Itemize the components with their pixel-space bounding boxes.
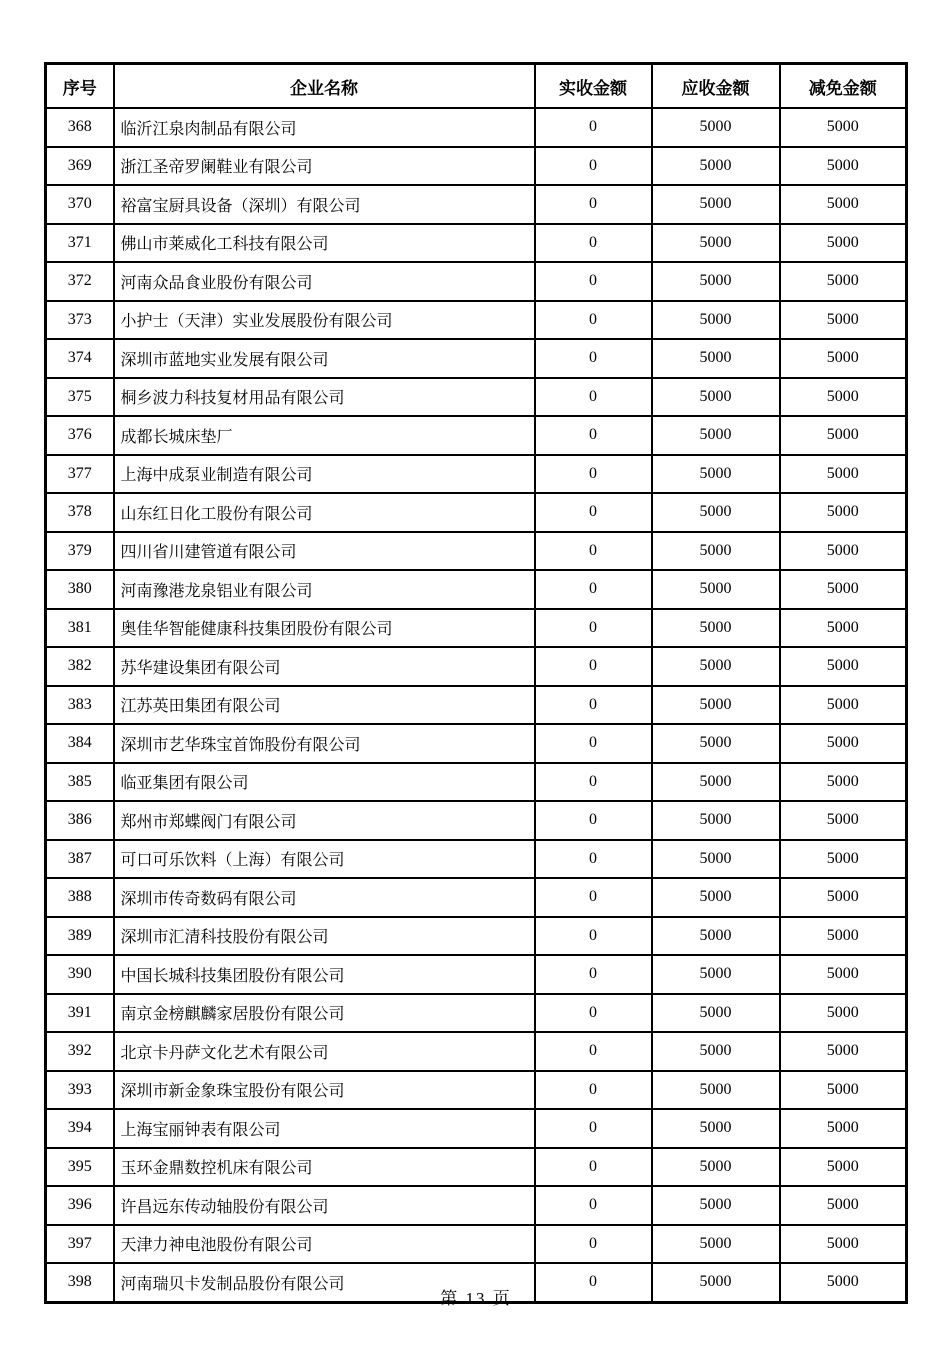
table-row [46,609,907,648]
row-index: 373 [46,301,114,340]
paid-amount: 0 [535,840,652,879]
paid-amount: 0 [535,955,652,994]
waived-amount: 5000 [780,1186,907,1225]
waived-amount: 5000 [780,609,907,648]
paid-amount: 0 [535,1071,652,1110]
row-index: 383 [46,686,114,725]
col-header-paid-amount: 实收金额 [535,64,652,109]
company-name: 江苏英田集团有限公司 [114,686,535,725]
company-name: 南京金榜麒麟家居股份有限公司 [114,994,535,1033]
row-index: 389 [46,917,114,956]
paid-amount: 0 [535,994,652,1033]
due-amount: 5000 [652,686,780,725]
paid-amount: 0 [535,147,652,186]
waived-amount: 5000 [780,108,907,147]
table-row [46,878,907,917]
waived-amount: 5000 [780,1109,907,1148]
due-amount: 5000 [652,878,780,917]
row-index: 390 [46,955,114,994]
row-index: 378 [46,493,114,532]
company-name: 佛山市莱威化工科技有限公司 [114,224,535,263]
due-amount: 5000 [652,185,780,224]
due-amount: 5000 [652,224,780,263]
row-index: 392 [46,1032,114,1071]
table-row [46,994,907,1033]
row-index: 371 [46,224,114,263]
paid-amount: 0 [535,917,652,956]
paid-amount: 0 [535,570,652,609]
paid-amount: 0 [535,1032,652,1071]
table-row [46,147,907,186]
row-index: 375 [46,378,114,417]
waived-amount: 5000 [780,801,907,840]
row-index: 394 [46,1109,114,1148]
paid-amount: 0 [535,609,652,648]
paid-amount: 0 [535,1263,652,1302]
row-index: 372 [46,262,114,301]
company-name: 深圳市艺华珠宝首饰股份有限公司 [114,724,535,763]
table-row [46,686,907,725]
paid-amount: 0 [535,1225,652,1264]
waived-amount: 5000 [780,455,907,494]
company-name: 苏华建设集团有限公司 [114,647,535,686]
table-row [46,416,907,455]
waived-amount: 5000 [780,955,907,994]
due-amount: 5000 [652,1148,780,1187]
table-row [46,455,907,494]
due-amount: 5000 [652,570,780,609]
due-amount: 5000 [652,724,780,763]
due-amount: 5000 [652,1109,780,1148]
row-index: 388 [46,878,114,917]
row-index: 397 [46,1225,114,1264]
waived-amount: 5000 [780,185,907,224]
row-index: 376 [46,416,114,455]
waived-amount: 5000 [780,724,907,763]
paid-amount: 0 [535,262,652,301]
table-row [46,1071,907,1110]
company-name: 奥佳华智能健康科技集团股份有限公司 [114,609,535,648]
company-name: 北京卡丹萨文化艺术有限公司 [114,1032,535,1071]
table-row [46,840,907,879]
table-row [46,301,907,340]
table-row [46,493,907,532]
col-header-waived-amount: 减免金额 [780,64,907,109]
due-amount: 5000 [652,262,780,301]
row-index: 384 [46,724,114,763]
paid-amount: 0 [535,1186,652,1225]
table-row [46,185,907,224]
due-amount: 5000 [652,647,780,686]
table-row [46,532,907,571]
due-amount: 5000 [652,1186,780,1225]
company-name: 玉环金鼎数控机床有限公司 [114,1148,535,1187]
row-index: 398 [46,1263,114,1302]
row-index: 395 [46,1148,114,1187]
paid-amount: 0 [535,108,652,147]
row-index: 374 [46,339,114,378]
table-row [46,801,907,840]
table-row [46,1225,907,1264]
table-row [46,647,907,686]
company-name: 临沂江泉肉制品有限公司 [114,108,535,147]
due-amount: 5000 [652,994,780,1033]
row-index: 386 [46,801,114,840]
company-name: 山东红日化工股份有限公司 [114,493,535,532]
due-amount: 5000 [652,1032,780,1071]
paid-amount: 0 [535,301,652,340]
table-row [46,1109,907,1148]
table-header-row [46,64,907,109]
fee-reduction-table [44,62,908,1304]
table-body [46,108,907,1302]
col-header-index: 序号 [46,64,114,109]
company-name: 郑州市郑蝶阀门有限公司 [114,801,535,840]
company-name: 中国长城科技集团股份有限公司 [114,955,535,994]
table-row [46,378,907,417]
paid-amount: 0 [535,878,652,917]
row-index: 377 [46,455,114,494]
waived-amount: 5000 [780,570,907,609]
row-index: 368 [46,108,114,147]
waived-amount: 5000 [780,1263,907,1302]
table-row [46,339,907,378]
paid-amount: 0 [535,339,652,378]
table-row [46,724,907,763]
table-row [46,570,907,609]
row-index: 370 [46,185,114,224]
table-row [46,955,907,994]
company-name: 裕富宝厨具设备（深圳）有限公司 [114,185,535,224]
row-index: 382 [46,647,114,686]
paid-amount: 0 [535,763,652,802]
due-amount: 5000 [652,147,780,186]
due-amount: 5000 [652,108,780,147]
company-name: 上海宝丽钟表有限公司 [114,1109,535,1148]
paid-amount: 0 [535,455,652,494]
due-amount: 5000 [652,301,780,340]
table-row [46,108,907,147]
paid-amount: 0 [535,1109,652,1148]
company-name: 河南瑞贝卡发制品股份有限公司 [114,1263,535,1302]
row-index: 396 [46,1186,114,1225]
paid-amount: 0 [535,185,652,224]
due-amount: 5000 [652,339,780,378]
waived-amount: 5000 [780,532,907,571]
waived-amount: 5000 [780,301,907,340]
company-name: 上海中成泵业制造有限公司 [114,455,535,494]
company-name: 浙江圣帝罗阑鞋业有限公司 [114,147,535,186]
paid-amount: 0 [535,224,652,263]
due-amount: 5000 [652,801,780,840]
waived-amount: 5000 [780,378,907,417]
due-amount: 5000 [652,532,780,571]
row-index: 381 [46,609,114,648]
waived-amount: 5000 [780,1148,907,1187]
paid-amount: 0 [535,1148,652,1187]
row-index: 391 [46,994,114,1033]
table-row [46,224,907,263]
waived-amount: 5000 [780,224,907,263]
col-header-due-amount: 应收金额 [652,64,780,109]
waived-amount: 5000 [780,147,907,186]
due-amount: 5000 [652,955,780,994]
row-index: 369 [46,147,114,186]
waived-amount: 5000 [780,416,907,455]
paid-amount: 0 [535,378,652,417]
company-name: 临亚集团有限公司 [114,763,535,802]
due-amount: 5000 [652,840,780,879]
paid-amount: 0 [535,686,652,725]
page-number: 第 13 页 [440,1289,512,1308]
due-amount: 5000 [652,763,780,802]
company-name: 天津力神电池股份有限公司 [114,1225,535,1264]
due-amount: 5000 [652,917,780,956]
waived-amount: 5000 [780,647,907,686]
company-name: 桐乡波力科技复材用品有限公司 [114,378,535,417]
paid-amount: 0 [535,532,652,571]
waived-amount: 5000 [780,686,907,725]
row-index: 380 [46,570,114,609]
waived-amount: 5000 [780,1071,907,1110]
company-name: 许昌远东传动轴股份有限公司 [114,1186,535,1225]
company-name: 深圳市汇清科技股份有限公司 [114,917,535,956]
row-index: 379 [46,532,114,571]
due-amount: 5000 [652,1263,780,1302]
paid-amount: 0 [535,647,652,686]
due-amount: 5000 [652,378,780,417]
due-amount: 5000 [652,455,780,494]
table-row [46,763,907,802]
waived-amount: 5000 [780,878,907,917]
company-name: 深圳市新金象珠宝股份有限公司 [114,1071,535,1110]
paid-amount: 0 [535,416,652,455]
table-row [46,1032,907,1071]
company-name: 河南众品食业股份有限公司 [114,262,535,301]
paid-amount: 0 [535,724,652,763]
company-name: 深圳市传奇数码有限公司 [114,878,535,917]
due-amount: 5000 [652,493,780,532]
company-name: 深圳市蓝地实业发展有限公司 [114,339,535,378]
due-amount: 5000 [652,1071,780,1110]
waived-amount: 5000 [780,339,907,378]
company-name: 河南豫港龙泉铝业有限公司 [114,570,535,609]
waived-amount: 5000 [780,493,907,532]
row-index: 385 [46,763,114,802]
company-name: 四川省川建管道有限公司 [114,532,535,571]
waived-amount: 5000 [780,994,907,1033]
waived-amount: 5000 [780,1225,907,1264]
waived-amount: 5000 [780,1032,907,1071]
due-amount: 5000 [652,609,780,648]
company-name: 小护士（天津）实业发展股份有限公司 [114,301,535,340]
company-name: 成都长城床垫厂 [114,416,535,455]
table-row [46,262,907,301]
table-row [46,917,907,956]
col-header-company-name: 企业名称 [114,64,535,109]
waived-amount: 5000 [780,917,907,956]
company-name: 可口可乐饮料（上海）有限公司 [114,840,535,879]
table-row [46,1186,907,1225]
waived-amount: 5000 [780,840,907,879]
table-row [46,1148,907,1187]
row-index: 393 [46,1071,114,1110]
waived-amount: 5000 [780,763,907,802]
due-amount: 5000 [652,1225,780,1264]
row-index: 387 [46,840,114,879]
due-amount: 5000 [652,416,780,455]
waived-amount: 5000 [780,262,907,301]
paid-amount: 0 [535,493,652,532]
paid-amount: 0 [535,801,652,840]
